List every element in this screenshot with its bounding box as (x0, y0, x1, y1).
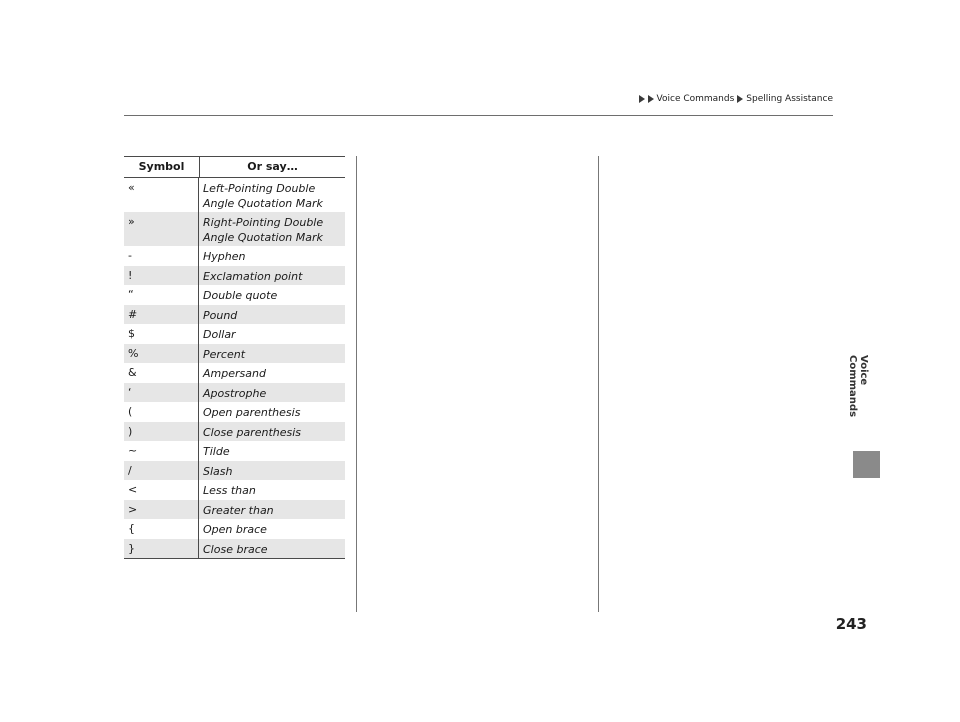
symbol-cell: < (124, 480, 199, 500)
table-row (124, 539, 345, 559)
symbol-cell: { (124, 519, 199, 539)
column-divider (598, 156, 599, 612)
or-say-cell: Close parenthesis (203, 425, 302, 439)
or-say-cell: Apostrophe (203, 386, 267, 400)
symbol-cell: / (124, 461, 199, 481)
triangle-right-icon (737, 95, 743, 103)
column-header-or-say: Or say… (247, 160, 298, 173)
or-say-cell: Right-Pointing Double Angle Quotation Mark (203, 216, 324, 244)
table-body (124, 178, 345, 558)
table-row (124, 500, 345, 520)
symbol-cell: “ (124, 285, 199, 305)
or-say-cell: Pound (203, 308, 238, 322)
table-row (124, 519, 345, 539)
symbol-cell: # (124, 305, 199, 325)
or-say-cell: Hyphen (203, 250, 246, 263)
column-header-symbol: Symbol (124, 157, 200, 177)
or-say-cell: Greater than (203, 503, 274, 517)
symbol-cell: ( (124, 402, 199, 422)
breadcrumb-item[interactable]: Spelling Assistance (746, 94, 833, 104)
or-say-cell: Tilde (203, 445, 230, 458)
breadcrumb (639, 94, 833, 104)
header-rule (124, 115, 833, 116)
table-header (124, 157, 345, 178)
table-row (124, 402, 345, 422)
breadcrumb-item[interactable]: Voice Commands (656, 94, 735, 104)
column-divider (356, 156, 357, 612)
table-row (124, 344, 345, 364)
symbol-cell: % (124, 344, 199, 364)
table-row (124, 441, 345, 461)
table-row (124, 266, 345, 286)
table-row (124, 324, 345, 344)
triangle-right-icon (648, 95, 654, 103)
or-say-cell: Ampersand (203, 367, 266, 380)
symbol-cell: ! (124, 266, 199, 286)
or-say-cell: Dollar (203, 328, 236, 341)
or-say-cell: Percent (203, 347, 246, 361)
table-row (124, 480, 345, 500)
or-say-cell: Double quote (203, 289, 278, 302)
section-tab-marker (853, 451, 880, 478)
symbol-cell: » (124, 212, 199, 246)
symbol-cell: ~ (124, 441, 199, 461)
or-say-cell: Less than (203, 484, 256, 497)
table-row (124, 363, 345, 383)
table-row (124, 212, 345, 246)
or-say-cell: Slash (203, 464, 233, 478)
table-row (124, 178, 345, 212)
table-row (124, 285, 345, 305)
symbol-cell: $ (124, 324, 199, 344)
or-say-cell: Left-Pointing Double Angle Quotation Mark (203, 182, 323, 210)
or-say-cell: Open brace (203, 523, 267, 536)
symbol-cell: ) (124, 422, 199, 442)
section-side-label: Voice Commands (847, 355, 869, 418)
table-row (124, 305, 345, 325)
table-row (124, 246, 345, 266)
symbol-cell: ‘ (124, 383, 199, 403)
table-row (124, 383, 345, 403)
or-say-cell: Exclamation point (203, 269, 303, 283)
symbol-cell: > (124, 500, 199, 520)
symbol-table (124, 156, 345, 559)
or-say-cell: Close brace (203, 542, 268, 556)
page-number: 243 (835, 615, 867, 633)
symbol-cell: - (124, 246, 199, 266)
table-row (124, 422, 345, 442)
table-row (124, 461, 345, 481)
symbol-cell: & (124, 363, 199, 383)
symbol-cell: } (124, 539, 199, 559)
triangle-right-icon (639, 95, 645, 103)
symbol-cell: « (124, 178, 199, 212)
or-say-cell: Open parenthesis (203, 406, 301, 419)
